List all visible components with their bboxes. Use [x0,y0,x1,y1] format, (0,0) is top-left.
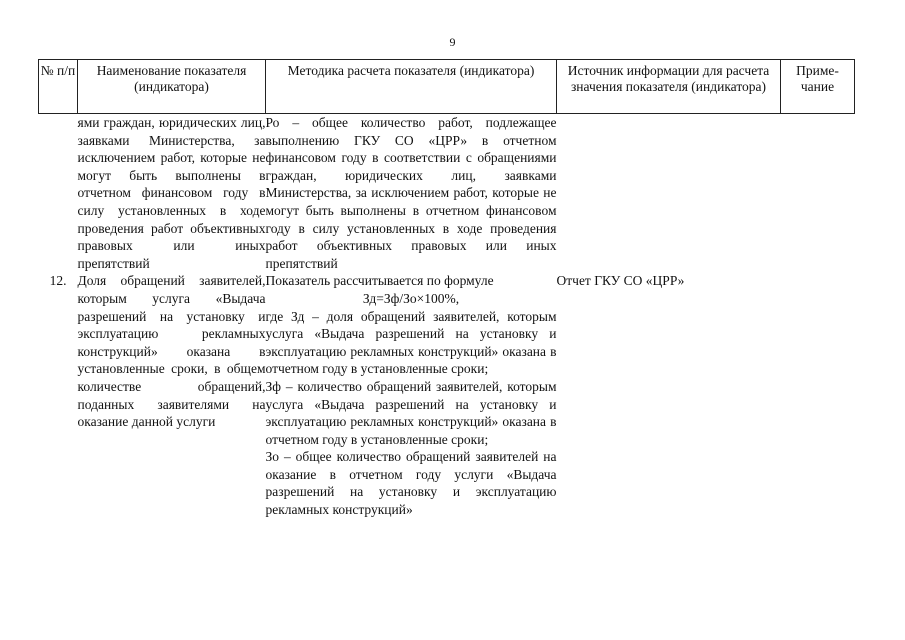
cell-name-12: Доля обращений заявителей, которым услуга «Выдача разрешений на установку и эксплуатацию рекламных конструкций» оказана в установленные сроки, в общем количестве обращений, поданных заявителями на оказание данной услуги [77,273,266,430]
page-number: 9 [449,35,456,49]
header-num: № п/п [39,60,78,114]
table-header [39,60,855,114]
header-source: Источник информации для расчета значения показателя (индикатора) [557,60,781,114]
cell-source-12: Отчет ГКУ СО «ЦРР» [556,273,685,289]
method-zo-definition: Зо – общее количество обращений заявителей на оказание в отчетном году услуги «Выдача разрешений на установку и эксплуатацию рекламных конструкций» [265,449,557,518]
cell-source-empty [557,114,781,273]
table-row-12 [39,272,855,518]
table-row-continuation [39,114,855,273]
header-note: Приме-чание [781,60,855,114]
cell-note-empty [781,114,855,273]
method-intro: Показатель рассчитывается по формуле [265,273,494,289]
header-method: Методика расчета показателя (индикатора) [266,60,557,114]
indicators-table [38,59,855,519]
cell-note-12 [781,272,855,518]
method-zd-definition: где Зд – доля обращений заявителей, которым услуга «Выдача разрешений на установку и эксплуатацию рекламных конструкций» оказана в отчетном году в установленные сроки; [265,308,557,377]
header-name: Наименование показателя (индикатора) [78,60,266,114]
cell-num-empty [39,114,78,273]
method-formula: Зд=Зф/Зо×100%, [362,290,460,306]
cell-method-continuation: Ро – общее количество работ, подлежащее выполнению ГКУ СО «ЦРР» в отчетном финансовом году в соответствии с обращениями граждан, юридических лиц, заявками Министерства, за исключением работ, которые не могут быть выполнены в отчетном финансовом году в силу установленных в ходе проведения работ объективных правовых или иных препятствий [265,115,557,271]
cell-num-12: 12. [49,273,67,289]
cell-name-continuation: ями граждан, юридических лиц, заявками Министерства, за исключением работ, которые не могут быть выполнены в отчетном финансовом году в силу установленных в ходе проведения работ объективных правовых или иных препятствий [77,115,266,271]
method-zf-definition: Зф – количество обращений заявителей, которым услуга «Выдача разрешений на установку и эксплуатацию рекламных конструкций» оказана в отчетном году в установленные сроки; [265,378,557,447]
